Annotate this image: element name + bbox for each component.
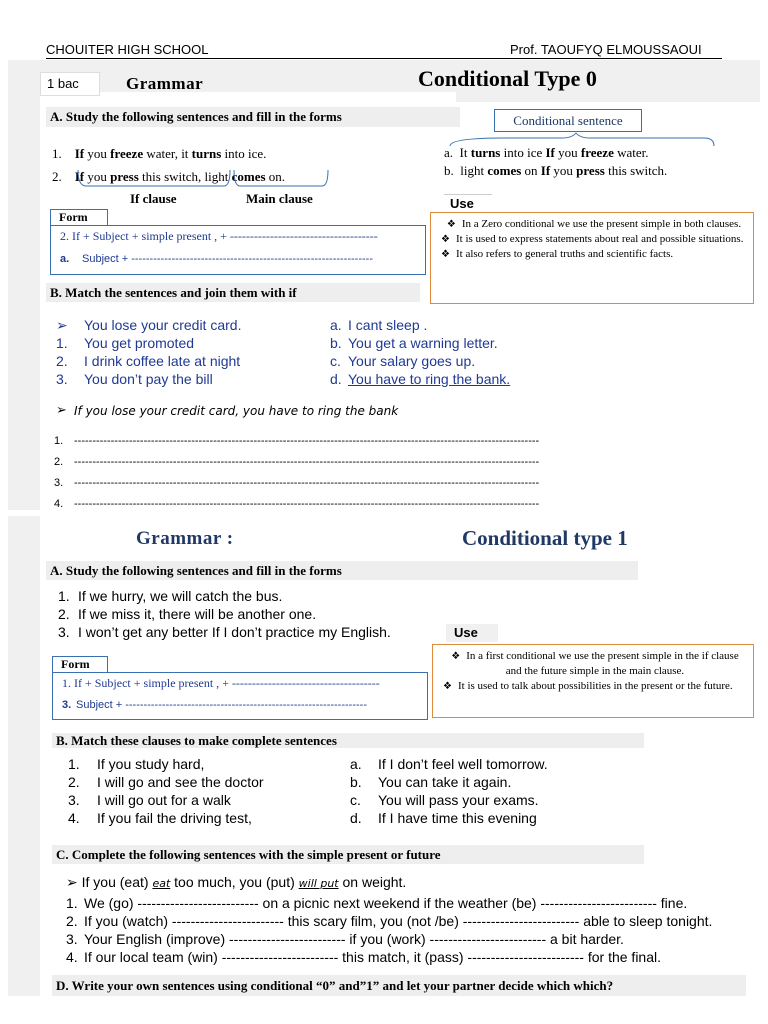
p1-sentence-2: 2. If you press this switch, light comes on. <box>52 169 286 184</box>
answer-line: 2. ------------------------------------------------------------------------------------------------------------------------------- <box>54 456 540 468</box>
list-item: 4. If you fail the driving test, <box>68 810 252 826</box>
p1-answer-lines <box>54 431 726 515</box>
list-item: 1. We (go) -------------------------- on a picnic next weekend if the weather (be) ------------------------- fine. <box>66 895 688 911</box>
p1-form-line-1: 2. If + Subject + simple present , + ------------------------------------- <box>60 229 378 243</box>
p2-use-item: ❖ It is used to talk about possibilities in the present or the future. <box>443 679 747 694</box>
list-item: 3. You don’t pay the bill <box>56 371 213 387</box>
list-item: c. You will pass your exams. <box>350 792 539 808</box>
grammar-heading-2: Grammar : <box>136 528 234 549</box>
part2-title: Conditional type 1 <box>462 526 628 550</box>
list-item: 3. I will go out for a walk <box>68 792 231 808</box>
level-badge: 1 bac <box>40 72 100 96</box>
p1-reversed-a: a. It turns into ice If you freeze water. <box>444 145 649 160</box>
list-item: a. If I don’t feel well tomorrow. <box>350 756 548 772</box>
clause-brackets-icon <box>76 168 336 190</box>
p2-c-example: ➢ If you (eat) eat too much, you (put) will put on weight. <box>66 874 407 890</box>
list-item: b. You get a warning letter. <box>330 335 498 351</box>
p2-left-list <box>68 755 264 827</box>
p2-right-list <box>350 755 548 827</box>
list-item: 2. I will go and see the doctor <box>68 774 264 790</box>
p1-example-arrow: ➢ <box>56 402 67 417</box>
p2-form-line-2-num: 3. <box>62 699 72 711</box>
list-item: 1. You get promoted <box>56 335 195 351</box>
p1-form-line-2: Subject + ------------------------------------------------------------------ <box>82 253 373 265</box>
answer-line: 3. ------------------------------------------------------------------------------------------------------------------------------- <box>54 477 540 489</box>
part2-section-a-title: A. Study the following sentences and fill in the forms <box>46 561 638 580</box>
header-rule <box>46 58 722 59</box>
list-item: c. Your salary goes up. <box>330 353 476 369</box>
p2-form-line-1: 1. If + Subject + simple present , + ------------------------------------- <box>62 676 380 690</box>
p1-reversed-b: b. light comes on If you press this switch. <box>444 163 668 178</box>
school-name: CHOUITER HIGH SCHOOL <box>46 42 209 57</box>
grammar-heading: Grammar <box>126 74 204 93</box>
conditional-sentence-label: Conditional sentence <box>494 109 642 132</box>
list-item: 2. If we miss it, there will be another one. <box>58 606 317 622</box>
p1-left-list <box>56 316 241 388</box>
list-item: a. I cant sleep . <box>330 317 428 333</box>
if-clause-label: If clause <box>130 191 177 206</box>
list-item: 3. Your English (improve) ------------------------- if you (work) ------------------------- a bit harder. <box>66 931 624 947</box>
p2-form-label: Form <box>52 656 108 673</box>
p1-use-item: ❖ It is used to express statements about real and possible situations. <box>441 232 747 247</box>
p2-use-label: Use <box>446 624 498 642</box>
teacher-name: Prof. TAOUFYQ ELMOUSSAOUI <box>510 42 702 57</box>
p2-form-line-2: Subject + ------------------------------------------------------------------ <box>76 699 367 711</box>
list-item: 2. If you (watch) ------------------------ this scary film, you (not /be) ------------------------- able to sleep tonight. <box>66 913 713 929</box>
list-item: d. If I have time this evening <box>350 810 537 826</box>
p1-form-line-2-num: a. <box>60 253 70 265</box>
list-item: ➢ You lose your credit card. <box>56 317 242 333</box>
part1-section-b-title: B. Match the sentences and join them with if <box>46 283 420 302</box>
p2-c-items <box>66 894 712 966</box>
part2-section-c-title: C. Complete the following sentences with the simple present or future <box>52 845 644 864</box>
list-item: 3. I won’t get any better If I don’t practice my English. <box>58 624 391 640</box>
list-item: 2. I drink coffee late at night <box>56 353 241 369</box>
list-item: b. You can take it again. <box>350 774 512 790</box>
list-item: 4. If our local team (win) ------------------------- this match, it (pass) ------------------------- for the final. <box>66 949 662 965</box>
part2-section-d-title: D. Write your own sentences using conditional “0” and”1” and let your partner decide which which? <box>52 975 746 996</box>
p1-form-label: Form <box>50 209 108 226</box>
p1-use-label: Use <box>444 194 492 213</box>
main-clause-label: Main clause <box>246 191 313 206</box>
p1-example-answer: If you lose your credit card, you have to ring the bank <box>74 404 399 418</box>
p1-use-item: ❖ It also refers to general truths and scientific facts. <box>441 247 747 262</box>
p2-use-item: ❖ In a first conditional we use the present simple in the if clause and the future simple in the main clause. <box>443 649 747 679</box>
part1-title: Conditional Type 0 <box>418 66 597 91</box>
p1-use-box <box>430 212 754 304</box>
list-item: d. You have to ring the bank. <box>330 371 511 387</box>
answer-line: 4. ------------------------------------------------------------------------------------------------------------------------------- <box>54 498 540 510</box>
list-item: 1. If you study hard, <box>68 756 205 772</box>
p2-use-box <box>432 644 754 718</box>
p1-sentence-1: 1. If you freeze water, it turns into ice. <box>52 146 267 161</box>
answer-line: 1. ------------------------------------------------------------------------------------------------------------------------------- <box>54 435 540 447</box>
p1-right-list <box>330 316 510 388</box>
part1-section-a-title: A. Study the following sentences and fill in the forms <box>46 107 460 127</box>
part2-section-b-title: B. Match these clauses to make complete sentences <box>52 733 644 748</box>
p2-sentences <box>58 587 391 641</box>
list-item: 1. If we hurry, we will catch the bus. <box>58 588 283 604</box>
p1-use-item: ❖ In a Zero conditional we use the present simple in both clauses. <box>441 217 747 232</box>
